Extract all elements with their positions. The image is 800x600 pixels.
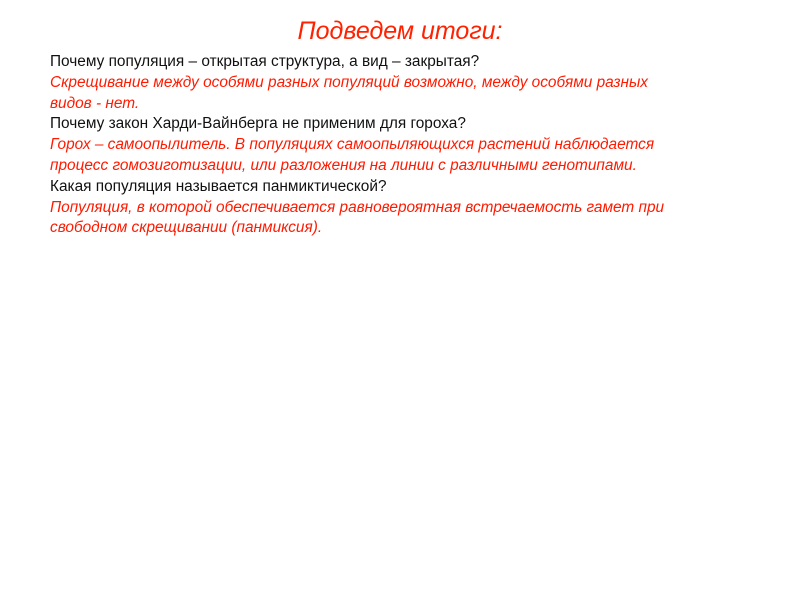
question-2 [50,114,770,135]
question-2-line-1: Почему закон Харди-Вайнберга не применим для гороха? [50,115,466,133]
answer-3-line-1: Популяция, в которой обеспечивается равновероятная встречаемость гамет при [50,198,665,216]
question-3 [50,177,770,198]
question-1-line-1: Почему популяция – открытая структура, а вид – закрытая? [50,53,480,70]
answer-3 [50,198,770,240]
answer-1 [50,73,770,115]
answer-1-line-1: Скрещивание между особями разных популяций возможно, между особями разных [50,73,649,91]
slide-content [50,52,770,239]
answer-1-line-2: видов - нет. [50,94,140,112]
answer-2-line-2: процесс гомозиготизации, или разложения на линии с различными генотипами. [50,156,637,174]
question-1 [50,52,770,73]
answer-2-line-1: Горох – самоопылитель. В популяциях самоопыляющихся растений наблюдается [50,136,655,154]
answer-2 [50,135,770,177]
question-3-line-1: Какая популяция называется панмиктической? [50,177,387,195]
answer-3-line-2: свободном скрещивании (панмиксия). [50,219,323,237]
slide-title: Подведем итоги: [297,17,503,45]
